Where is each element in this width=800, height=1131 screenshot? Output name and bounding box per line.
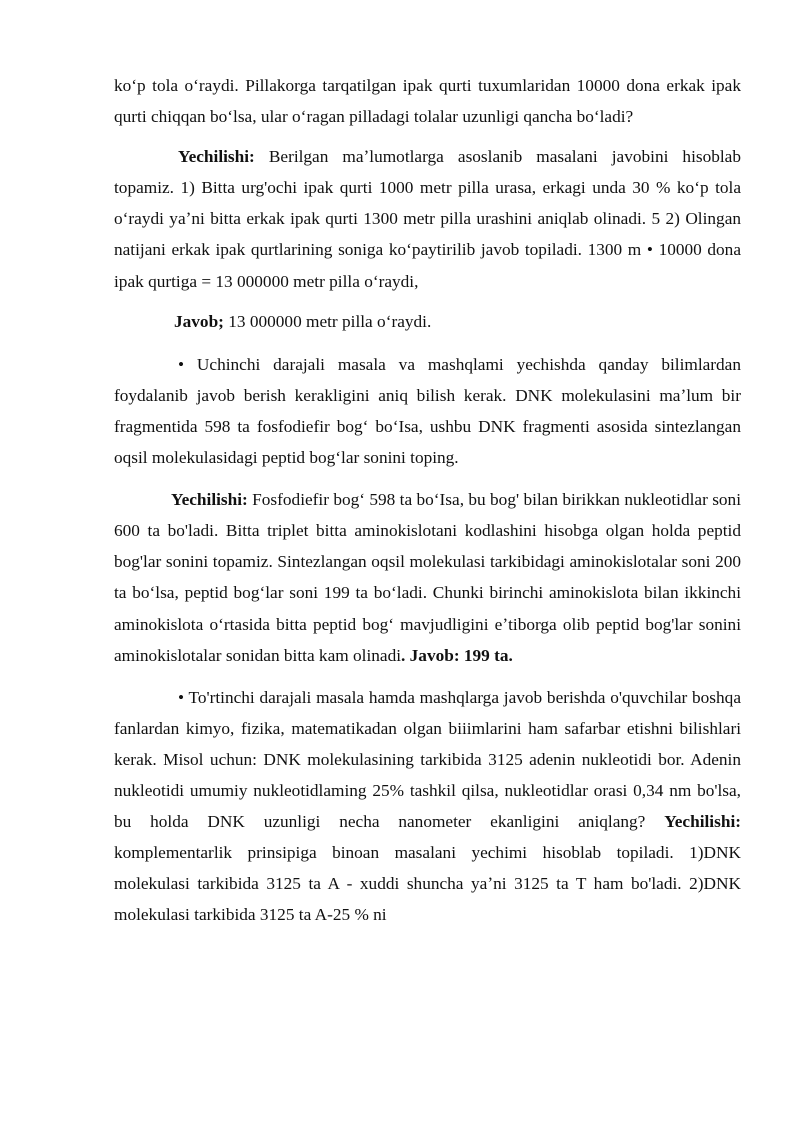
paragraph-text: • To'rtinchi darajali masala hamda mashqlarga javob berishda o'quvchilar boshqa fanlardan kimyo, fizika, matematikadan olgan biiimlarini ham safarbar etishni bilishlari kerak. Misol uchun: DNK molekulasining tarkibida 3125 adenin nukleotidi bor. Adenin nukleotidi umumiy nukleotidlaming 25% tashkil qilsa, nukleotidlar orasi 0,34 nm bo'lsa, bu holda DNK uzunligi necha nanometer ekanligini aniqlang?	[114, 687, 741, 832]
solution-label: Yechilishi:	[171, 490, 248, 510]
paragraph-text-continued: komplementarlik prinsipiga binoan masalani yechimi hisoblab topiladi. 1)DNK molekulasi tarkibida 3125 ta A - xuddi shuncha yaʼni 3125 ta T ham bo'ladi. 2)DNK molekulasi tarkibida 3125 ta A-25 % ni	[114, 843, 741, 925]
paragraph-text: Fosfodiefir bogʻ 598 ta boʻIsa, bu bog' bilan birikkan nukleotidlar soni 600 ta bo'ladi. Bitta triplet bitta aminokislotani kodlashini hisobga olgan holda peptid bog'lar sonini topamiz. Sintezlangan oqsil molekulasi tarkibidagi aminokislotalar soni 200 ta boʻlsa, peptid bogʻlar soni 199 ta boʻladi. Chunki birinchi aminokislota bilan ikkinchi aminokislota oʻrtasida bitta peptid bogʻ mavjudligini eʼtiborga olib peptid bog'lar sonini aminokislotalar sonidan bitta kam olinadi	[114, 490, 741, 665]
solution-label: Yechilishi:	[664, 812, 741, 832]
paragraph-problem-question	[114, 70, 741, 132]
solution-label: Yechilishi:	[178, 147, 255, 167]
paragraph-third-level	[114, 349, 741, 473]
answer-text: . Javob: 199 ta.	[401, 645, 513, 665]
paragraph-solution-2	[114, 484, 741, 671]
paragraph-answer-1	[114, 306, 741, 337]
document-page	[114, 70, 741, 930]
paragraph-text: • Uchinchi darajali masala va mashqlami yechishda qanday bilimlardan foydalanib javob berish kerakligini aniq bilish kerak. DNK molekulasini maʼlum bir fragmentida 598 ta fosfodiefir bogʻ boʻIsa, ushbu DNK fragmenti asosida sintezlangan oqsil molekulasidagi peptid bogʻlar sonini toping.	[114, 354, 741, 468]
paragraph-text: 13 000000 metr pilla oʻraydi.	[223, 311, 432, 331]
paragraph-fourth-level	[114, 682, 741, 931]
answer-label: Javob;	[174, 311, 224, 331]
paragraph-text: koʻp tola oʻraydi. Pillakorga tarqatilgan ipak qurti tuxumlaridan 10000 dona erkak ipak qurti chiqqan boʻlsa, ular oʻragan pilladagi tolalar uzunligi qancha boʻladi?	[114, 76, 741, 127]
paragraph-text: Berilgan maʼlumotlarga asoslanib masalani javobini hisoblab topamiz. 1) Bitta urg'ochi ipak qurti 1000 metr pilla urasa, erkagi unda 30 % koʻp tola oʻraydi yaʼni bitta erkak ipak qurti 1300 metr pilla urashini aniqlab olinadi. 5 2) Olingan natijani erkak ipak qurtlarining soniga koʻpaytirilib javob topiladi. 1300 m • 10000 dona ipak qurtiga = 13 000000 metr pilla oʻraydi,	[114, 147, 741, 291]
paragraph-solution-1	[114, 141, 741, 296]
